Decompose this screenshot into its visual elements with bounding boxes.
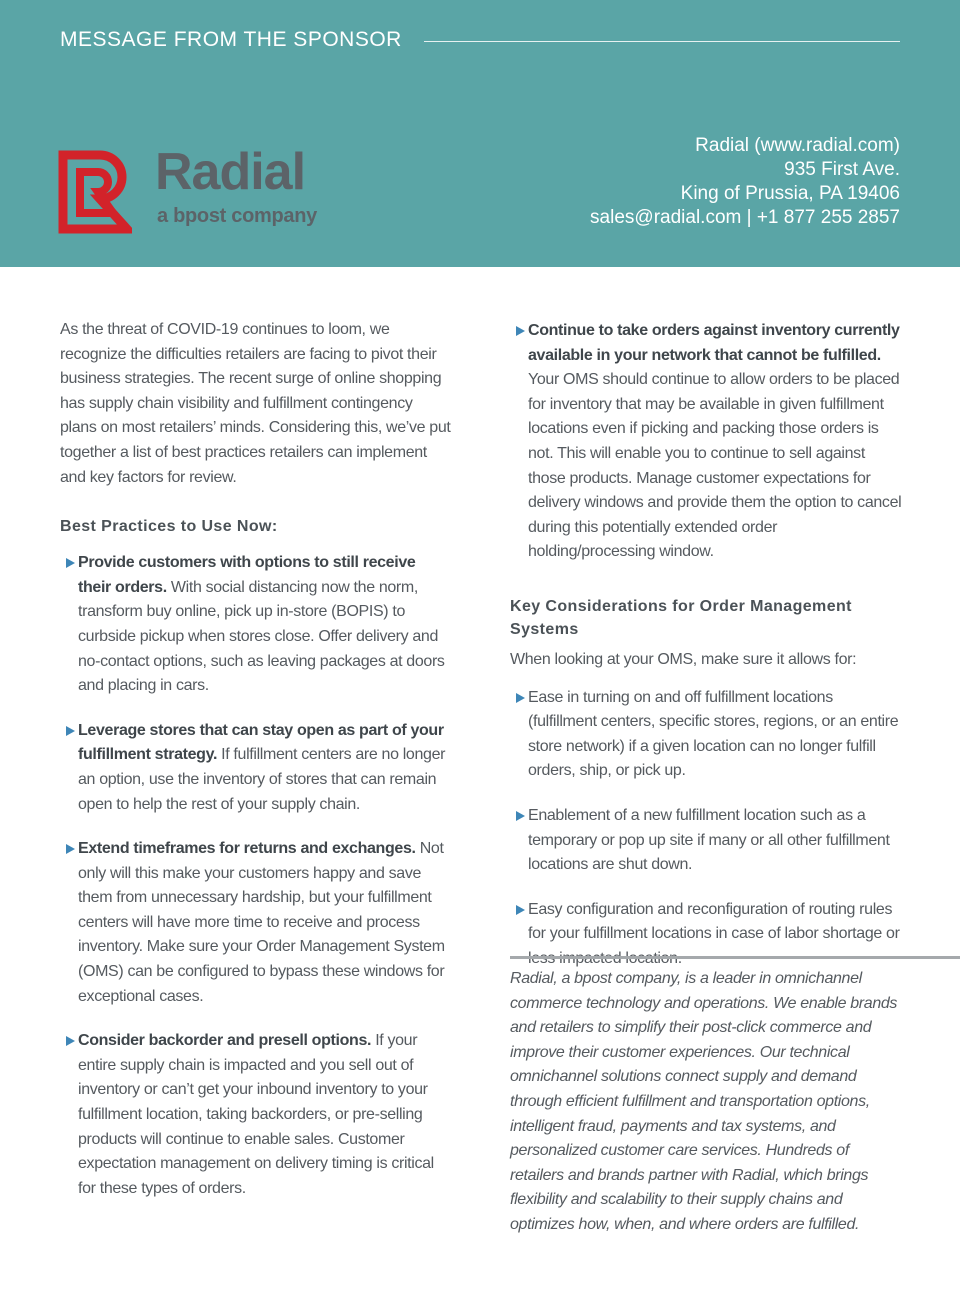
about-radial-paragraph: Radial, a bpost company, is a leader in omnichannel commerce technology and operations. We enable brands and retailers to simplify their post-click commerce and improve their customer experiences. Our technical omnichannel solutions connect supply and demand through efficient fulfillment and transportation options, intelligent fraud, payments and tax systems, and personalized customer care services. Hundreds of retailers and brands partner with Radial, which brings flexibility and scalability to their supply chains and optimizes how, when, and where orders are fulfilled. [510, 970, 898, 1233]
radial-logo-icon [58, 150, 132, 234]
arrow-bullet-icon [66, 1036, 75, 1046]
list-item [510, 898, 902, 972]
list-item [510, 686, 902, 784]
right-column [510, 319, 902, 971]
address-city: King of Prussia, PA 19406 [680, 183, 900, 204]
address-street: 935 First Ave. [784, 159, 900, 180]
arrow-bullet-icon [66, 726, 75, 736]
item-text: Easy configuration and reconfiguration of routing rules for your fulfillment locations in case of labor shortage or [528, 900, 900, 943]
item-text: If fulfillment centers are no longer an option, use the inventory of stores that can remain open to help the rest of your supply chain. [78, 746, 446, 813]
item-lead: Continue to take orders against inventory currently available in your network that cannot be fulfilled. [528, 322, 900, 364]
best-practices-heading: Best Practices to Use Now: [60, 518, 278, 536]
arrow-bullet-icon [516, 693, 525, 703]
arrow-bullet-icon [516, 905, 525, 915]
item-text: Not only will this make your customers happy and save them from unnecessary hardship, but your fulfillment centers will have more time to receive and process inventory. Make sure your Order Management System (OMS) can be configured to bypass these windows for exceptional cases. [78, 840, 445, 1005]
left-column [60, 318, 452, 1201]
logo-wordmark: Radial [155, 143, 306, 201]
item-lead: Leverage stores that can stay open as part of your fulfillment strategy. [78, 721, 444, 764]
header-rule [424, 41, 900, 42]
arrow-bullet-icon [516, 811, 525, 821]
logo-tagline: a bpost company [157, 205, 317, 227]
item-text: Your OMS should continue to allow orders to be placed for inventory that may be available in given fulfillment locations even if picking and packing those orders is not. This will enable you to continue to sell against those products. Manage customer expectations for delivery windows and provide them the option to cancel during this potentially extended order holding/processing window. [528, 371, 902, 561]
contact-address [590, 134, 900, 230]
section-divider [510, 956, 960, 959]
intro-paragraph: As the threat of COVID-19 continues to loom, we recognize the difficulties retailers are facing to pivot their business strategies. The recent surge of online shopping has supply chain visibility and fulfillment contingency plans on most retailers’ minds. Considering this, we’ve put together a list of best practices retailers can implement and key factors for review. [60, 321, 451, 486]
item-text: With social distancing now the norm, transform buy online, pick up in-store (BOPIS) to curbside pickup when stores close. Offer delivery and no-contact options, such as leaving packages at doors and placing in cars. [78, 578, 445, 695]
oms-lead: When looking at your OMS, make sure it allows for: [510, 650, 857, 668]
list-item [60, 1029, 452, 1201]
list-item [510, 319, 902, 565]
oms-heading: Key Considerations for Order Management Systems [510, 597, 852, 638]
list-item [60, 837, 452, 1009]
address-contact: sales@radial.com | +1 877 255 2857 [590, 207, 900, 228]
list-item [60, 551, 452, 699]
sponsor-header [0, 0, 960, 267]
list-item [510, 804, 902, 878]
arrow-bullet-icon [516, 326, 525, 336]
arrow-bullet-icon [66, 558, 75, 568]
address-company: Radial (www.radial.com) [695, 135, 900, 156]
list-item [60, 719, 452, 817]
item-lead: Provide customers with options to still receive their orders. [78, 554, 416, 596]
item-lead: Extend timeframes for returns and exchanges. [78, 840, 416, 858]
item-lead: Consider backorder and presell options. [78, 1032, 372, 1050]
item-text: If your entire supply chain is impacted and you sell out of inventory or can’t get your inbound inventory to your fulfillment location, taking backorders, or pre-selling products will continue to enable sales. Customer expectation management on delivery timing is critical for these types of orders. [78, 1032, 434, 1197]
item-text: Enablement of a new fulfillment location such as a temporary or pop up site if many or all other fulfillment locations are shut down. [528, 806, 890, 874]
arrow-bullet-icon [66, 844, 75, 854]
header-title: MESSAGE FROM THE SPONSOR [60, 28, 402, 51]
item-text: Ease in turning on and off fulfillment locations (fulfillment centers, specific stores, regions, or an entire store network) if a given location can no longer fulfill orders, ship, or pick up. [528, 688, 899, 780]
